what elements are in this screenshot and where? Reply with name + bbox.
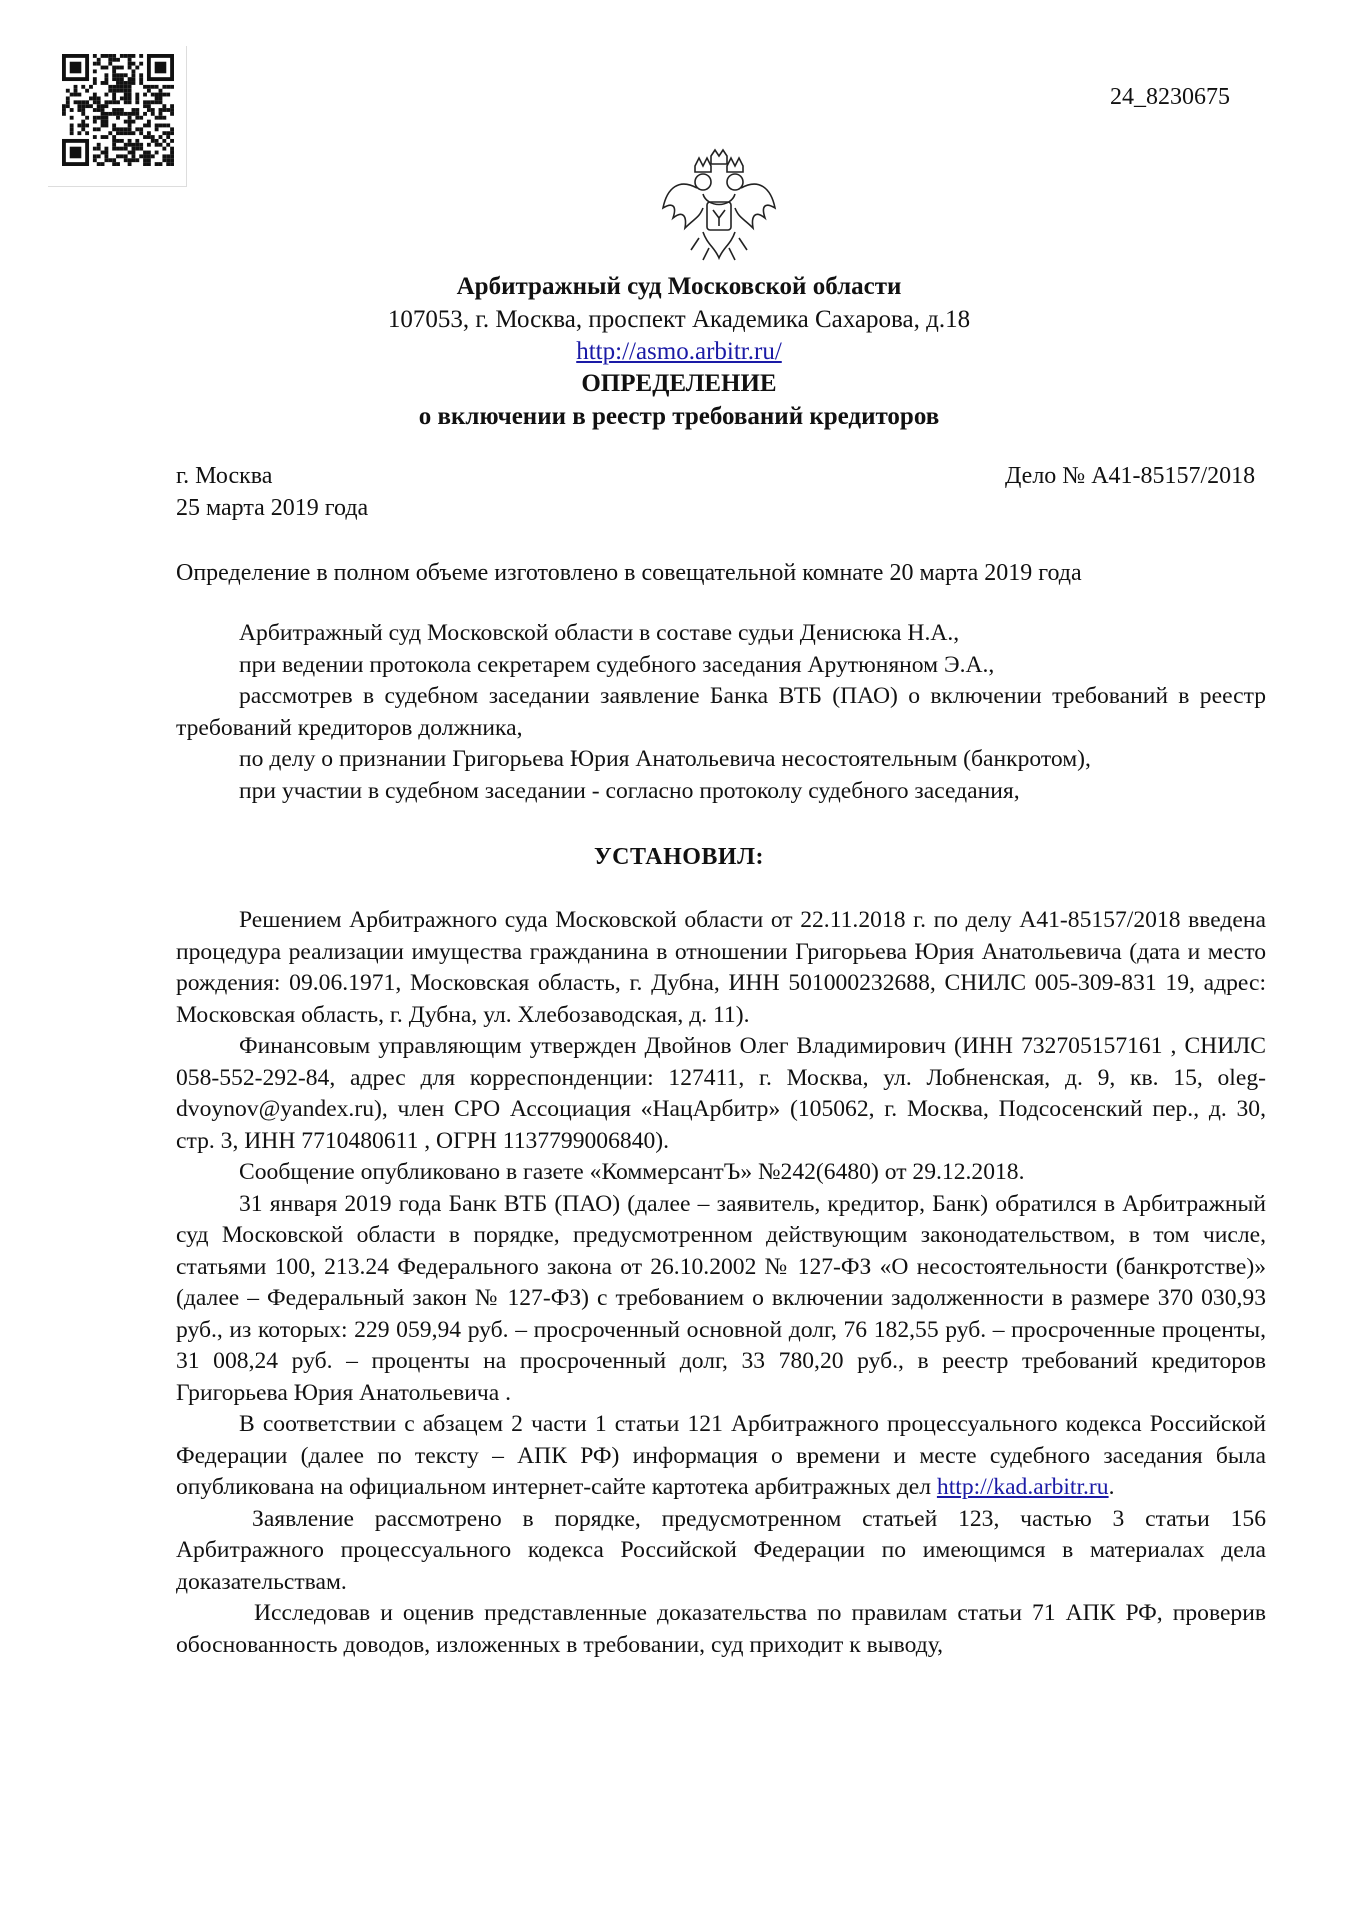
intro-secretary: при ведении протокола секретарем судебного заседания Арутюняном Э.А., — [239, 651, 995, 678]
case-number: Дело № А41-85157/2018 — [1005, 463, 1256, 489]
document-number: 24_8230675 — [1110, 84, 1230, 110]
coat-of-arms-icon — [659, 148, 779, 266]
body-paragraph: Заявление рассмотрено в порядке, предусмотренном статьей 123, частью 3 статьи 156 Арбитражного процессуального кодекса Российской Федерации по имеющимся в материалах дела доказательствам. — [176, 1505, 1266, 1595]
qr-code — [48, 46, 187, 187]
court-website-link[interactable]: http://asmo.arbitr.ru/ — [576, 338, 782, 365]
document-subject: о включении в реестр требований кредиторов — [418, 403, 940, 430]
court-address: 107053, г. Москва, проспект Академика Сахарова, д.18 — [387, 306, 971, 333]
body-paragraph: Исследовав и оценив представленные доказательства по правилам статьи 71 АПК РФ, проверив обоснованность доводов, изложенных в требовании, суд приходит к выводу, — [176, 1600, 1266, 1658]
document-type: ОПРЕДЕЛЕНИЕ — [581, 370, 777, 397]
body-paragraph: Сообщение опубликовано в газете «КоммерсантЪ» №242(6480) от 29.12.2018. — [239, 1159, 1025, 1185]
intro-participants: при участии в судебном заседании - согласно протоколу судебного заседания, — [239, 777, 1020, 804]
intro-block — [176, 618, 1266, 807]
body-block — [176, 905, 1266, 1661]
intro-application: рассмотрев в судебном заседании заявление Банка ВТБ (ПАО) о включении требований в реестр требований кредиторов должника, — [176, 683, 1266, 741]
kad-link[interactable]: http://kad.arbitr.ru — [936, 1474, 1109, 1500]
body-paragraph: 31 января 2019 года Банк ВТБ (ПАО) (далее – заявитель, кредитор, Банк) обратился в Арбитражный суд Московской области в порядке, предусмотренном действующим законодательством, в том числе, статьями 100, 213.24 Федерального закона от 26.10.2002 № 127-ФЗ «О несостоятельности (банкротстве)» (далее – Федеральный закон № 127-ФЗ) с требованием о включении задолженности в размере 370 030,93 руб., из которых: 229 059,94 руб. – просроченный основной долг, 76 182,55 руб. – просроченные проценты, 31 008,24 руб. – проценты на просроченный долг, 33 780,20 руб., в реестр требований кредиторов Григорьева Юрия Анатольевича . — [176, 1190, 1266, 1406]
intro-judge: Арбитражный суд Московской области в составе судьи Денисюка Н.А., — [239, 620, 960, 646]
qr-code-image — [62, 54, 174, 166]
publication-text: В соответствии с абзацем 2 части 1 статьи 121 Арбитражного процессуального кодекса Российской Федерации (далее по тексту – АПК РФ) информация о времени и месте судебного заседания была опубликована на официальном интернет-сайте картотека арбитражных дел — [176, 1411, 1266, 1500]
intro-case: по делу о признании Григорьева Юрия Анатольевича несостоятельным (банкротом), — [239, 746, 1091, 772]
full-text-note: Определение в полном объеме изготовлено в совещательной комнате 20 марта 2019 года — [176, 560, 1082, 586]
section-heading: УСТАНОВИЛ: — [594, 844, 764, 870]
city: г. Москва — [176, 463, 273, 489]
body-paragraph: Решением Арбитражного суда Московской области от 22.11.2018 г. по делу А41-85157/2018 введена процедура реализации имущества гражданина в отношении Григорьева Юрия Анатольевича (дата и место рождения: 09.06.1971, Московская область, г. Дубна, ИНН 501000232688, СНИЛС 005-309-831 19, адрес: Московская область, г. Дубна, ул. Хлебозаводская, д. 11). — [176, 907, 1266, 1028]
document-date: 25 марта 2019 года — [176, 495, 369, 521]
body-paragraph: Финансовым управляющим утвержден Двойнов Олег Владимирович (ИНН 732705157161 , СНИЛС 058-552-292-84, адрес для корреспонденции: 127411, г. Москва, ул. Лобненская, д. 9, кв. 15, oleg-dvoynov@yandex.ru), член СРО Ассоциация «НацАрбитр» (105062, г. Москва, Подсосенский пер., д. 30, стр. 3, ИНН 7710480611 , ОГРН 1137799006840). — [176, 1033, 1266, 1154]
court-name: Арбитражный суд Московской области — [456, 273, 902, 300]
body-paragraph-publication: В соответствии с абзацем 2 части 1 статьи 121 Арбитражного процессуального кодекса Российской Федерации (далее по тексту – АПК РФ) информация о времени и месте судебного заседания была опубликована на официальном интернет-сайте картотека арбитражных дел http://kad.arbitr.ru. — [176, 1411, 1266, 1500]
